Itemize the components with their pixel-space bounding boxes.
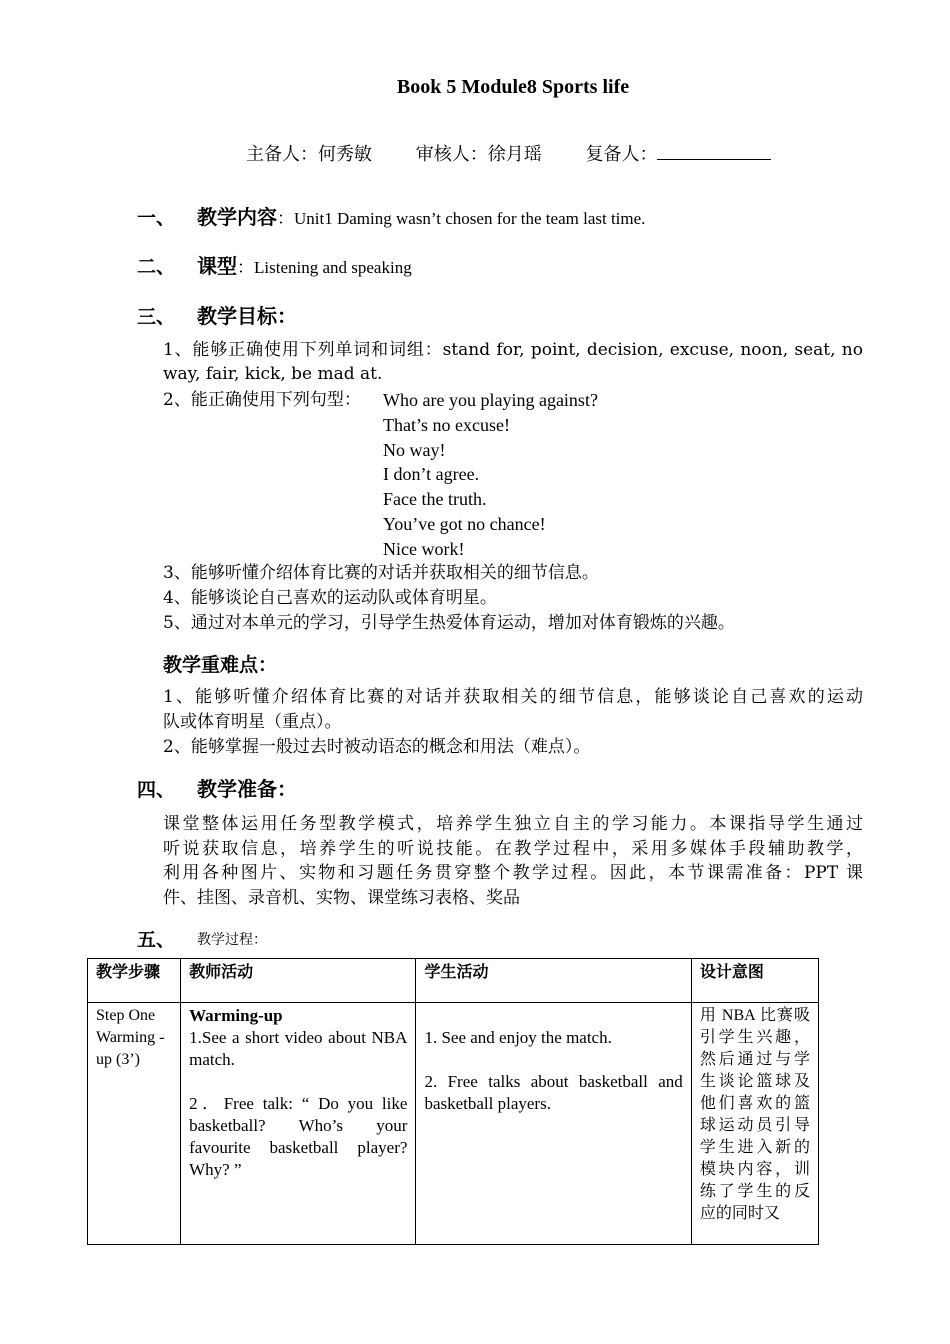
table-header-row (88, 959, 819, 1003)
sentence-item: Nice work! (383, 538, 465, 559)
student-activity-cell (416, 1003, 691, 1245)
preparers-line (246, 140, 809, 166)
keypoints-heading: 教学重难点： (163, 654, 278, 676)
sentence-item: I don’t agree. (383, 464, 480, 485)
section-2-heading: 课型 (197, 254, 237, 278)
teacher-activity-item: 2．Free talk: “ Do you like basketball? Who’s your favourite basketball player? Why? ” (189, 1094, 408, 1179)
step-cell: Step One Warming -up (3’) (88, 1003, 181, 1245)
preparation-line-1: 课堂整体运用任务型教学模式，培养学生独立自主的学习能力。本课指导学生通过 (163, 814, 863, 834)
section-3-heading: 教学目标： (197, 304, 297, 328)
objective-1-line-2: way, fair, kick, be mad at. (163, 364, 383, 384)
section-4-number: 四、 (137, 779, 176, 801)
objective-4: 4、能够谈论自己喜欢的运动队或体育明星。 (163, 588, 497, 608)
co-preparer-label: 复备人： (585, 144, 658, 165)
sentence-item: Who are you playing against? (383, 390, 598, 410)
teacher-activity-cell (181, 1003, 416, 1245)
objective-2-prefix: 2、能正确使用下列句型： (163, 390, 361, 410)
design-intent-cell: 用 NBA 比赛吸引学生兴趣，然后通过与学生谈论篮球及他们喜欢的篮球运动员引导学生进入新的模块内容，训练了学生的反应的同时又 (691, 1003, 818, 1245)
section-2-text: ：Listening and speaking (237, 258, 412, 277)
header-teacher: 教师活动 (181, 959, 416, 1003)
keypoint-2: 2、能够掌握一般过去时被动语态的概念和用法（难点）。 (163, 737, 591, 757)
preparation-line-3: 利用各种图片、实物和习题任务贯穿整个教学过程。因此，本节课需准备：PPT 课 (163, 863, 863, 883)
header-student: 学生活动 (416, 959, 691, 1003)
teaching-process-table (87, 958, 819, 1245)
preparation-line-2: 听说获取信息，培养学生的听说技能。在教学过程中，采用多媒体手段辅助教学， (163, 839, 863, 859)
keypoint-1-line-1: 1、能够听懂介绍体育比赛的对话并获取相关的细节信息，能够谈论自己喜欢的运动 (163, 687, 863, 707)
section-4-heading: 教学准备： (197, 777, 297, 801)
section-2-line (197, 250, 412, 279)
header-design: 设计意图 (691, 959, 818, 1003)
co-preparer (585, 144, 809, 165)
student-activity-item: 2. Free talks about basketball and basketball players. (424, 1072, 683, 1113)
header-step: 教学步骤 (88, 959, 181, 1003)
document-title: Book 5 Module8 Sports life (396, 76, 630, 98)
sentence-item: You’ve got no chance! (383, 513, 546, 534)
teacher-activity-item: 1.See a short video about NBA match. (189, 1028, 408, 1069)
section-1-line (197, 201, 645, 230)
objective-5: 5、通过对本单元的学习，引导学生热爱体育运动，增加对体育锻炼的兴趣。 (163, 613, 735, 633)
objective-1-line-1: 1、能够正确使用下列单词和词组：stand for, point, decision, excuse, noon, seat, no (163, 340, 863, 360)
section-1-heading: 教学内容 (197, 205, 277, 229)
objective-3: 3、能够听懂介绍体育比赛的对话并获取相关的细节信息。 (163, 563, 599, 583)
section-2-number: 二、 (137, 256, 176, 278)
co-preparer-blank (657, 143, 771, 160)
sentence-item: That’s no excuse! (383, 414, 510, 435)
reviewer: 审核人：徐月瑶 (415, 144, 542, 165)
student-activity-item: 1. See and enjoy the match. (424, 1028, 612, 1047)
sentence-item: Face the truth. (383, 489, 487, 510)
sentence-list (383, 388, 598, 562)
teacher-activity-title: Warming-up (189, 1006, 283, 1025)
main-preparer: 主备人：何秀敏 (246, 144, 372, 165)
section-1-text: ：Unit1 Daming wasn’t chosen for the team last time. (277, 209, 646, 228)
section-3-number: 三、 (137, 306, 176, 328)
section-5-number: 五、 (137, 929, 176, 951)
preparation-line-4: 件、挂图、录音机、实物、课堂练习表格、奖品 (163, 888, 520, 908)
section-5-heading: 教学过程： (197, 932, 267, 948)
section-1-number: 一、 (137, 207, 176, 229)
table-row (88, 1003, 819, 1245)
sentence-item: No way! (383, 439, 446, 460)
keypoint-1-line-2: 队或体育明星（重点）。 (163, 712, 342, 732)
